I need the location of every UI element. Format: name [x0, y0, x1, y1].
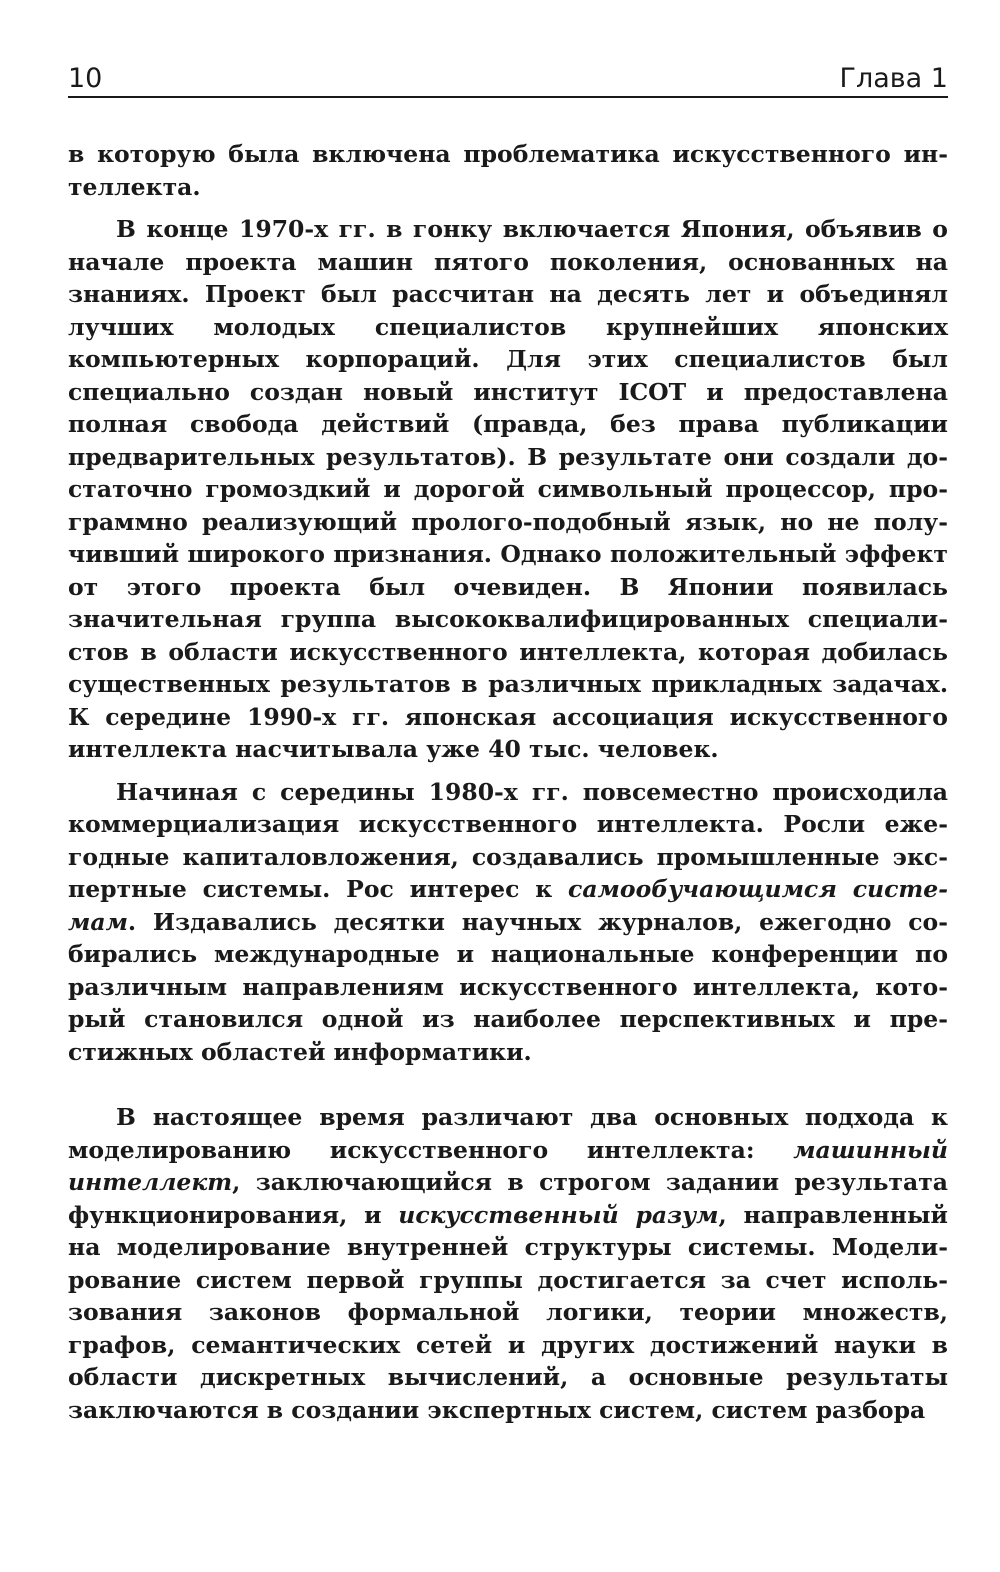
- chapter-label: Глава 1: [839, 63, 948, 94]
- book-page: [68, 60, 948, 1426]
- paragraph: [68, 1101, 948, 1426]
- paragraph: [68, 213, 948, 766]
- text-run: в которую была включена проблематика искусственного интеллекта.: [68, 140, 948, 201]
- body-text: [68, 98, 948, 1426]
- text-run: , заключающийся в строгом задании результата функционирования, и: [68, 1168, 948, 1229]
- emphasis-term: машинный интеллект: [68, 1135, 948, 1196]
- text-run: , направленный на моделирование внутренней структуры системы. Моделирование систем первой группы достигается за счет использования законов формальной логики, теории множеств, графов, семантических сетей и других достижений науки в области дискретных вычислений, а основные результаты заключаются в создании экспертных систем, систем разбора: [68, 1200, 948, 1424]
- text-run: . Издавались десятки научных журналов, ежегодно собирались международные и национальные конференции по различным направлениям искусственного интеллекта, который становился одной из наиболее перспективных и престижных областей информатики.: [68, 907, 948, 1066]
- running-head: [68, 60, 948, 98]
- paragraph: [68, 776, 948, 1069]
- text-run: Начиная с середины 1980-х гг. повсеместно происходила коммерциализация искусственного интеллекта. Росли ежегодные капиталовложения, создавались промышленные экспертные системы. Рос интерес к: [68, 777, 948, 903]
- paragraph: [68, 138, 948, 203]
- text-run: В настоящее время различают два основных подхода к моделированию искусственного интеллекта:: [68, 1103, 948, 1164]
- emphasis-term: искусственный разум: [398, 1200, 719, 1229]
- text-run: В конце 1970-х гг. в гонку включается Япония, объявив о начале проекта машин пятого поколения, основанных на знаниях. Проект был рассчитан на десять лет и объединял лучших молодых специалистов крупнейших японских компьютерных корпораций. Для этих специалистов был специально создан новый институт ICOT и предоставлена полная свобода действий (правда, без права публикации предварительных результатов). В результате они создали достаточно громоздкий и дорогой символьный процессор, программно реализующий пролого-подобный язык, но не получивший широкого признания. Однако положительный эффект от этого проекта был очевиден. В Японии появилась значительная группа высококвалифицированных специалистов в области искусственного интеллекта, которая добилась существенных результатов в различных прикладных задачах. К середине 1990-х гг. японская ассоциация искусственного интеллекта насчитывала уже 40 тыс. человек.: [68, 215, 948, 763]
- emphasis-term: самообучающимся системам: [68, 875, 949, 936]
- page-number: 10: [68, 63, 103, 94]
